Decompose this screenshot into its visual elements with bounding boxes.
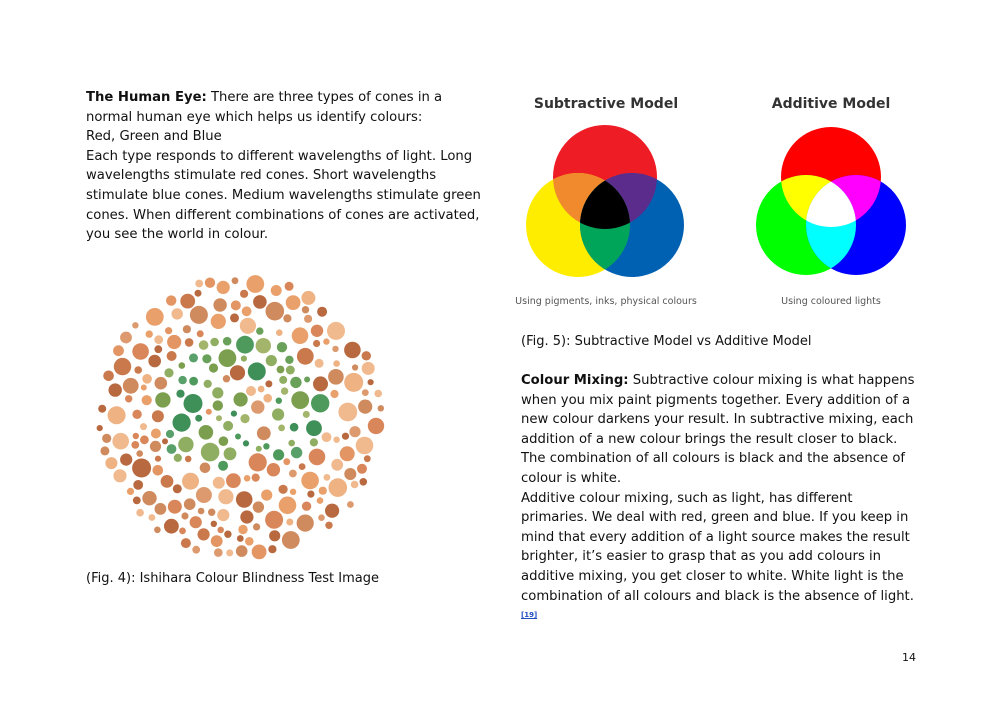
ishihara-dot: [286, 519, 293, 526]
ishihara-dot: [307, 491, 314, 498]
ishihara-dot: [256, 446, 262, 452]
ishihara-dot: [185, 338, 194, 347]
ishihara-dot: [211, 535, 223, 547]
ishihara-dot: [297, 348, 314, 365]
ishihara-dot: [299, 463, 306, 470]
ishihara-dot: [279, 485, 288, 494]
ishihara-dot: [155, 456, 161, 462]
ishihara-dot: [347, 501, 354, 508]
ishihara-dot: [245, 537, 254, 546]
ishihara-dot: [212, 387, 223, 398]
ishihara-dot: [302, 502, 311, 511]
ishihara-test-image: [90, 266, 390, 566]
ishihara-dot: [213, 298, 226, 311]
ishihara-dot: [200, 463, 211, 474]
ishihara-dot: [344, 468, 356, 480]
ishihara-dot: [292, 327, 309, 344]
ishihara-dot: [213, 477, 225, 489]
ishihara-dot: [162, 438, 168, 444]
ishihara-dot: [179, 528, 186, 535]
ishihara-dot: [240, 510, 253, 523]
ishihara-dot: [338, 403, 357, 422]
ishihara-dot: [313, 340, 320, 347]
ishihara-dot: [198, 508, 205, 515]
ishihara-dot: [234, 392, 248, 406]
ishihara-dot: [231, 411, 237, 417]
ishihara-dot: [368, 379, 374, 385]
ishihara-dot: [211, 314, 226, 329]
ishihara-dot: [291, 447, 302, 458]
ishihara-dot: [176, 390, 184, 398]
ishihara-dot: [252, 545, 267, 560]
ishihara-dot: [178, 437, 193, 452]
ishihara-dot: [289, 470, 297, 478]
fig4-caption: (Fig. 4): Ishihara Colour Blindness Test Image: [86, 571, 380, 586]
ishihara-dot: [317, 497, 324, 504]
ishihara-dot: [364, 455, 371, 462]
ishihara-dot: [333, 437, 339, 443]
ishihara-dot: [136, 509, 144, 517]
ishihara-dot: [141, 385, 147, 391]
ishihara-dot: [198, 528, 210, 540]
human-eye-text-2: Each type responds to different wavelengths of light. Long wavelengths stimulate red cones. Short wavelengths stimulate blue cones. Medium wavelengths stimulate green cones. When different combinations of cones are activated, you see the world in colour.: [86, 148, 481, 243]
ishihara-dot: [204, 380, 212, 388]
ishihara-dot: [195, 415, 202, 422]
ishihara-dot: [281, 387, 288, 394]
ishihara-dot: [178, 376, 186, 384]
ishihara-dot: [290, 423, 299, 432]
ishihara-dot: [113, 469, 126, 482]
ishihara-dot: [142, 395, 152, 405]
ishihara-dot: [155, 377, 168, 390]
ishihara-dot: [282, 531, 300, 549]
ishihara-dot: [235, 434, 241, 440]
additive-model-caption: Using coloured lights: [781, 296, 881, 307]
ishihara-dot: [190, 516, 202, 528]
ishihara-dot: [217, 281, 230, 294]
ishihara-dot: [318, 514, 325, 521]
ishihara-dot: [244, 475, 251, 482]
ishihara-dot: [120, 332, 132, 344]
ishihara-dot: [180, 294, 195, 309]
ishihara-dot: [360, 478, 368, 486]
ishihara-dot: [358, 400, 372, 414]
ishihara-dot: [185, 456, 192, 463]
ishihara-dot: [98, 405, 106, 413]
ishihara-dot: [257, 426, 271, 440]
ishihara-dot: [230, 365, 245, 380]
ishihara-dot: [272, 408, 284, 420]
ishihara-dot: [155, 503, 167, 515]
ishihara-dot: [349, 426, 360, 437]
ishihara-dot: [265, 511, 283, 529]
colour-mixing-heading: Colour Mixing:: [521, 373, 629, 388]
ishihara-dot: [146, 330, 153, 337]
ishihara-dot: [140, 435, 149, 444]
ishihara-dot: [196, 487, 212, 503]
human-eye-paragraph: [86, 88, 486, 245]
ishihara-dot: [125, 395, 132, 402]
ishihara-dot: [317, 307, 327, 317]
ishihara-dot: [190, 306, 208, 324]
ishihara-dot: [142, 374, 152, 384]
ishihara-dot: [224, 447, 237, 460]
ishihara-dot: [351, 481, 359, 489]
ishihara-dot: [256, 338, 271, 353]
ishihara-dot: [362, 362, 375, 375]
ishihara-dot: [134, 366, 142, 374]
ishihara-dot: [253, 295, 267, 309]
ishihara-dot: [267, 463, 280, 476]
ishihara-dot: [285, 356, 293, 364]
subtractive-model-title: Subtractive Model: [533, 96, 679, 112]
ishihara-dot: [152, 410, 164, 422]
ishihara-dot: [219, 436, 229, 446]
ishihara-dot: [266, 302, 285, 321]
ishihara-dot: [195, 290, 202, 297]
ishihara-dot: [261, 490, 272, 501]
ishihara-dot: [266, 355, 277, 366]
ishihara-dot: [132, 322, 138, 328]
ishihara-dot: [253, 501, 264, 512]
ishihara-dot: [226, 473, 241, 488]
ishihara-dot: [323, 338, 329, 344]
ishihara-dot: [184, 498, 196, 510]
ishihara-dot: [344, 373, 363, 392]
ishihara-dot: [133, 433, 139, 439]
ishihara-dot: [100, 446, 109, 455]
ishihara-dot: [232, 277, 239, 284]
ishihara-dot: [310, 438, 318, 446]
ishihara-dot: [161, 475, 174, 488]
ishihara-dot: [325, 504, 339, 518]
ishihara-dot: [242, 306, 252, 316]
subtractive-model-caption: Using pigments, inks, physical colours: [515, 296, 697, 307]
ishihara-dot: [278, 425, 285, 432]
ishihara-dot: [155, 392, 170, 407]
ishihara-dot: [113, 345, 124, 356]
ishihara-dot: [219, 349, 237, 367]
ishihara-dot: [277, 342, 287, 352]
ishihara-dot: [283, 458, 290, 465]
ishihara-dot: [303, 411, 310, 418]
ishihara-dot: [182, 473, 199, 490]
ishihara-dot: [276, 329, 283, 336]
ishihara-dot: [344, 342, 361, 359]
ishihara-dot: [132, 410, 141, 419]
ishihara-dot: [313, 376, 328, 391]
ishihara-dot: [199, 340, 209, 350]
ishihara-dot: [150, 441, 161, 452]
ishihara-dot: [236, 545, 248, 557]
ishihara-dot: [132, 459, 151, 478]
ishihara-dot: [133, 497, 141, 505]
ishihara-dot: [286, 366, 295, 375]
ishihara-dot: [197, 330, 204, 337]
ishihara-dot: [166, 430, 174, 438]
ishihara-dot: [224, 531, 231, 538]
ishihara-dot: [164, 368, 173, 377]
ishihara-dot: [226, 549, 233, 556]
ishihara-dot: [302, 306, 309, 313]
ishihara-dot: [238, 525, 247, 534]
ishihara-dot: [181, 512, 188, 519]
ishihara-dot: [327, 322, 345, 340]
ishihara-dot: [168, 500, 182, 514]
ishihara-dot: [374, 390, 382, 398]
ishihara-dot: [368, 418, 384, 434]
ishihara-dot: [241, 356, 247, 362]
ishihara-dot: [304, 315, 312, 323]
ishihara-dot: [109, 383, 122, 396]
ishihara-dot: [202, 354, 211, 363]
ishihara-dot: [154, 335, 163, 344]
ishihara-dot: [362, 389, 369, 396]
ishihara-dot: [146, 308, 164, 326]
ishihara-dot: [154, 345, 162, 353]
ishihara-dot: [167, 444, 177, 454]
ishihara-dot: [133, 480, 143, 490]
ishihara-dot: [333, 360, 340, 367]
ishihara-dot: [167, 351, 177, 361]
ishihara-dot: [315, 359, 324, 368]
ishihara-dot: [357, 464, 367, 474]
ishihara-dot: [269, 530, 280, 541]
ishihara-dot: [297, 515, 314, 532]
ishihara-dot: [301, 291, 315, 305]
ishihara-dot: [240, 290, 248, 298]
ishihara-dot: [97, 425, 103, 431]
ishihara-dot: [263, 443, 269, 449]
ishihara-dot: [279, 376, 287, 384]
subtractive-venn: [526, 125, 684, 277]
ishihara-dot: [290, 377, 301, 388]
ishihara-dot: [325, 522, 332, 529]
ishihara-dot: [154, 527, 161, 534]
ishihara-dot: [217, 527, 224, 534]
ishihara-dot: [285, 282, 294, 291]
ishihara-dot: [164, 519, 179, 534]
ishihara-dot: [112, 433, 129, 450]
ishihara-dot: [132, 343, 149, 360]
ishihara-dot: [330, 390, 338, 398]
ishihara-dot: [127, 488, 134, 495]
ishihara-dot: [304, 377, 310, 383]
ishihara-dot: [265, 380, 272, 387]
ishihara-dot: [195, 280, 203, 288]
ishihara-dot: [136, 450, 143, 457]
ishihara-dot: [211, 521, 217, 527]
ishihara-dot: [218, 489, 233, 504]
ishihara-dot: [309, 449, 326, 466]
ishihara-dot: [249, 453, 267, 471]
ishihara-dot: [378, 405, 384, 411]
ishihara-dot: [172, 308, 183, 319]
ishihara-dot: [223, 375, 230, 382]
ishihara-dot: [206, 409, 212, 415]
ishihara-dot: [223, 337, 232, 346]
ishihara-dot: [213, 400, 223, 410]
colour-models-diagram: [510, 122, 930, 287]
ishihara-dot: [240, 318, 256, 334]
ishihara-dot: [173, 484, 182, 493]
ishihara-dot: [153, 465, 164, 476]
ishihara-dot: [273, 449, 284, 460]
ishihara-dot: [201, 443, 220, 462]
ishihara-dot: [131, 441, 139, 449]
ishihara-dot: [288, 440, 295, 447]
additive-mixing-line: [521, 489, 916, 630]
ishihara-dot: [286, 295, 301, 310]
ishihara-dot: [352, 364, 358, 370]
ishihara-dot: [271, 285, 282, 296]
ishihara-dot: [192, 546, 200, 554]
ishihara-dot: [216, 415, 222, 421]
ishihara-dot: [248, 362, 266, 380]
ishihara-dot: [102, 434, 111, 443]
ishihara-dot: [149, 514, 156, 521]
ishihara-dot: [246, 386, 256, 396]
ishihara-dot: [246, 275, 264, 293]
ishihara-dot: [179, 362, 186, 369]
ishihara-dot: [210, 338, 219, 347]
ishihara-dot: [165, 327, 172, 334]
ishihara-dot: [223, 421, 233, 431]
ishihara-dot: [181, 538, 191, 548]
ishihara-dot: [291, 391, 309, 409]
human-eye-heading: The Human Eye:: [86, 90, 207, 105]
ishihara-dot: [123, 378, 139, 394]
ishihara-dot: [258, 386, 265, 393]
ishihara-dot: [173, 414, 191, 432]
ishihara-dot: [319, 487, 327, 495]
citation-link[interactable]: [19]: [521, 611, 538, 620]
ishihara-dot: [306, 420, 322, 436]
ishihara-dot: [332, 346, 338, 352]
ishihara-dot: [120, 454, 132, 466]
ishihara-dot: [174, 454, 182, 462]
ishihara-dot: [356, 437, 374, 455]
ishihara-dot: [231, 300, 241, 310]
ishihara-dot: [362, 351, 371, 360]
human-eye-text-1: There are three types of cones in a normal human eye which helps us identify colours:: [86, 90, 443, 125]
ishihara-dot: [140, 423, 147, 430]
ishihara-dot: [103, 371, 114, 382]
ishihara-dot: [199, 425, 214, 440]
ishihara-dot: [214, 548, 223, 557]
ishihara-dot: [167, 335, 181, 349]
ishihara-dot: [342, 433, 349, 440]
ishihara-dot: [189, 377, 198, 386]
ishihara-dot: [240, 414, 249, 423]
ishihara-dot: [328, 369, 344, 385]
ishihara-dot: [322, 432, 332, 442]
ishihara-dot: [236, 336, 254, 354]
ishihara-dot: [237, 535, 244, 542]
page-number: 14: [902, 651, 916, 664]
ishihara-dot: [108, 406, 126, 424]
ishihara-dot: [243, 440, 249, 446]
additive-model-title: Additive Model: [771, 96, 891, 112]
ishihara-dot: [331, 459, 343, 471]
ishihara-dot: [208, 509, 215, 516]
ishihara-dot: [279, 497, 297, 515]
subtractive-mixing-text: Subtractive colour mixing is what happens when you mix paint pigments together. Every addition of a new colour darkens your result. In subtractive mixing, each addition of a new colour brings the result closer to black. The combination of all colours is black and the absence of colour is white.: [521, 373, 915, 486]
ishihara-dot: [301, 472, 319, 490]
ishihara-dot: [205, 278, 215, 288]
ishihara-dot: [114, 358, 131, 375]
ishihara-dot: [276, 398, 282, 404]
ishihara-dot: [184, 394, 203, 413]
ishihara-dot: [277, 366, 285, 374]
ishihara-dot: [217, 509, 229, 521]
ishihara-dot: [251, 400, 264, 413]
ishihara-dot: [252, 474, 260, 482]
cone-colours-line: Red, Green and Blue: [86, 129, 222, 145]
ishihara-dot: [148, 355, 161, 368]
ishihara-dot: [340, 446, 355, 461]
fig5-caption: (Fig. 5): Subtractive Model vs Additive Model: [521, 334, 812, 349]
additive-mixing-text: Additive colour mixing, such as light, has different primaries. We deal with red, green and blue. If you keep in mind that every addition of a light source makes the result brighter, it’s easier to grasp that as you add colours in additive mixing, you get closer to white. White light is the combination of all colours and black is the absence of light.: [521, 490, 914, 604]
ishihara-dot: [311, 394, 329, 412]
ishihara-dot: [189, 353, 198, 362]
ishihara-dot: [230, 313, 239, 322]
ishihara-dot: [256, 327, 263, 334]
ishihara-dot: [268, 545, 276, 553]
ishihara-dot: [290, 489, 296, 495]
ishihara-dot: [209, 363, 218, 372]
ishihara-dot: [218, 461, 228, 471]
colour-mixing-paragraph: [521, 371, 916, 629]
ishihara-dot: [166, 295, 176, 305]
ishihara-dot: [253, 523, 260, 530]
ishihara-dot: [263, 394, 272, 403]
ishihara-dot: [105, 457, 117, 469]
ishihara-dot: [283, 314, 291, 322]
ishihara-dot: [311, 325, 323, 337]
ishihara-dot: [142, 491, 156, 505]
ishihara-dot: [236, 491, 253, 508]
additive-venn: [756, 127, 906, 275]
ishihara-dot: [329, 478, 348, 497]
ishihara-dot: [183, 325, 191, 333]
ishihara-dot: [324, 474, 331, 481]
ishihara-dot: [151, 429, 161, 439]
